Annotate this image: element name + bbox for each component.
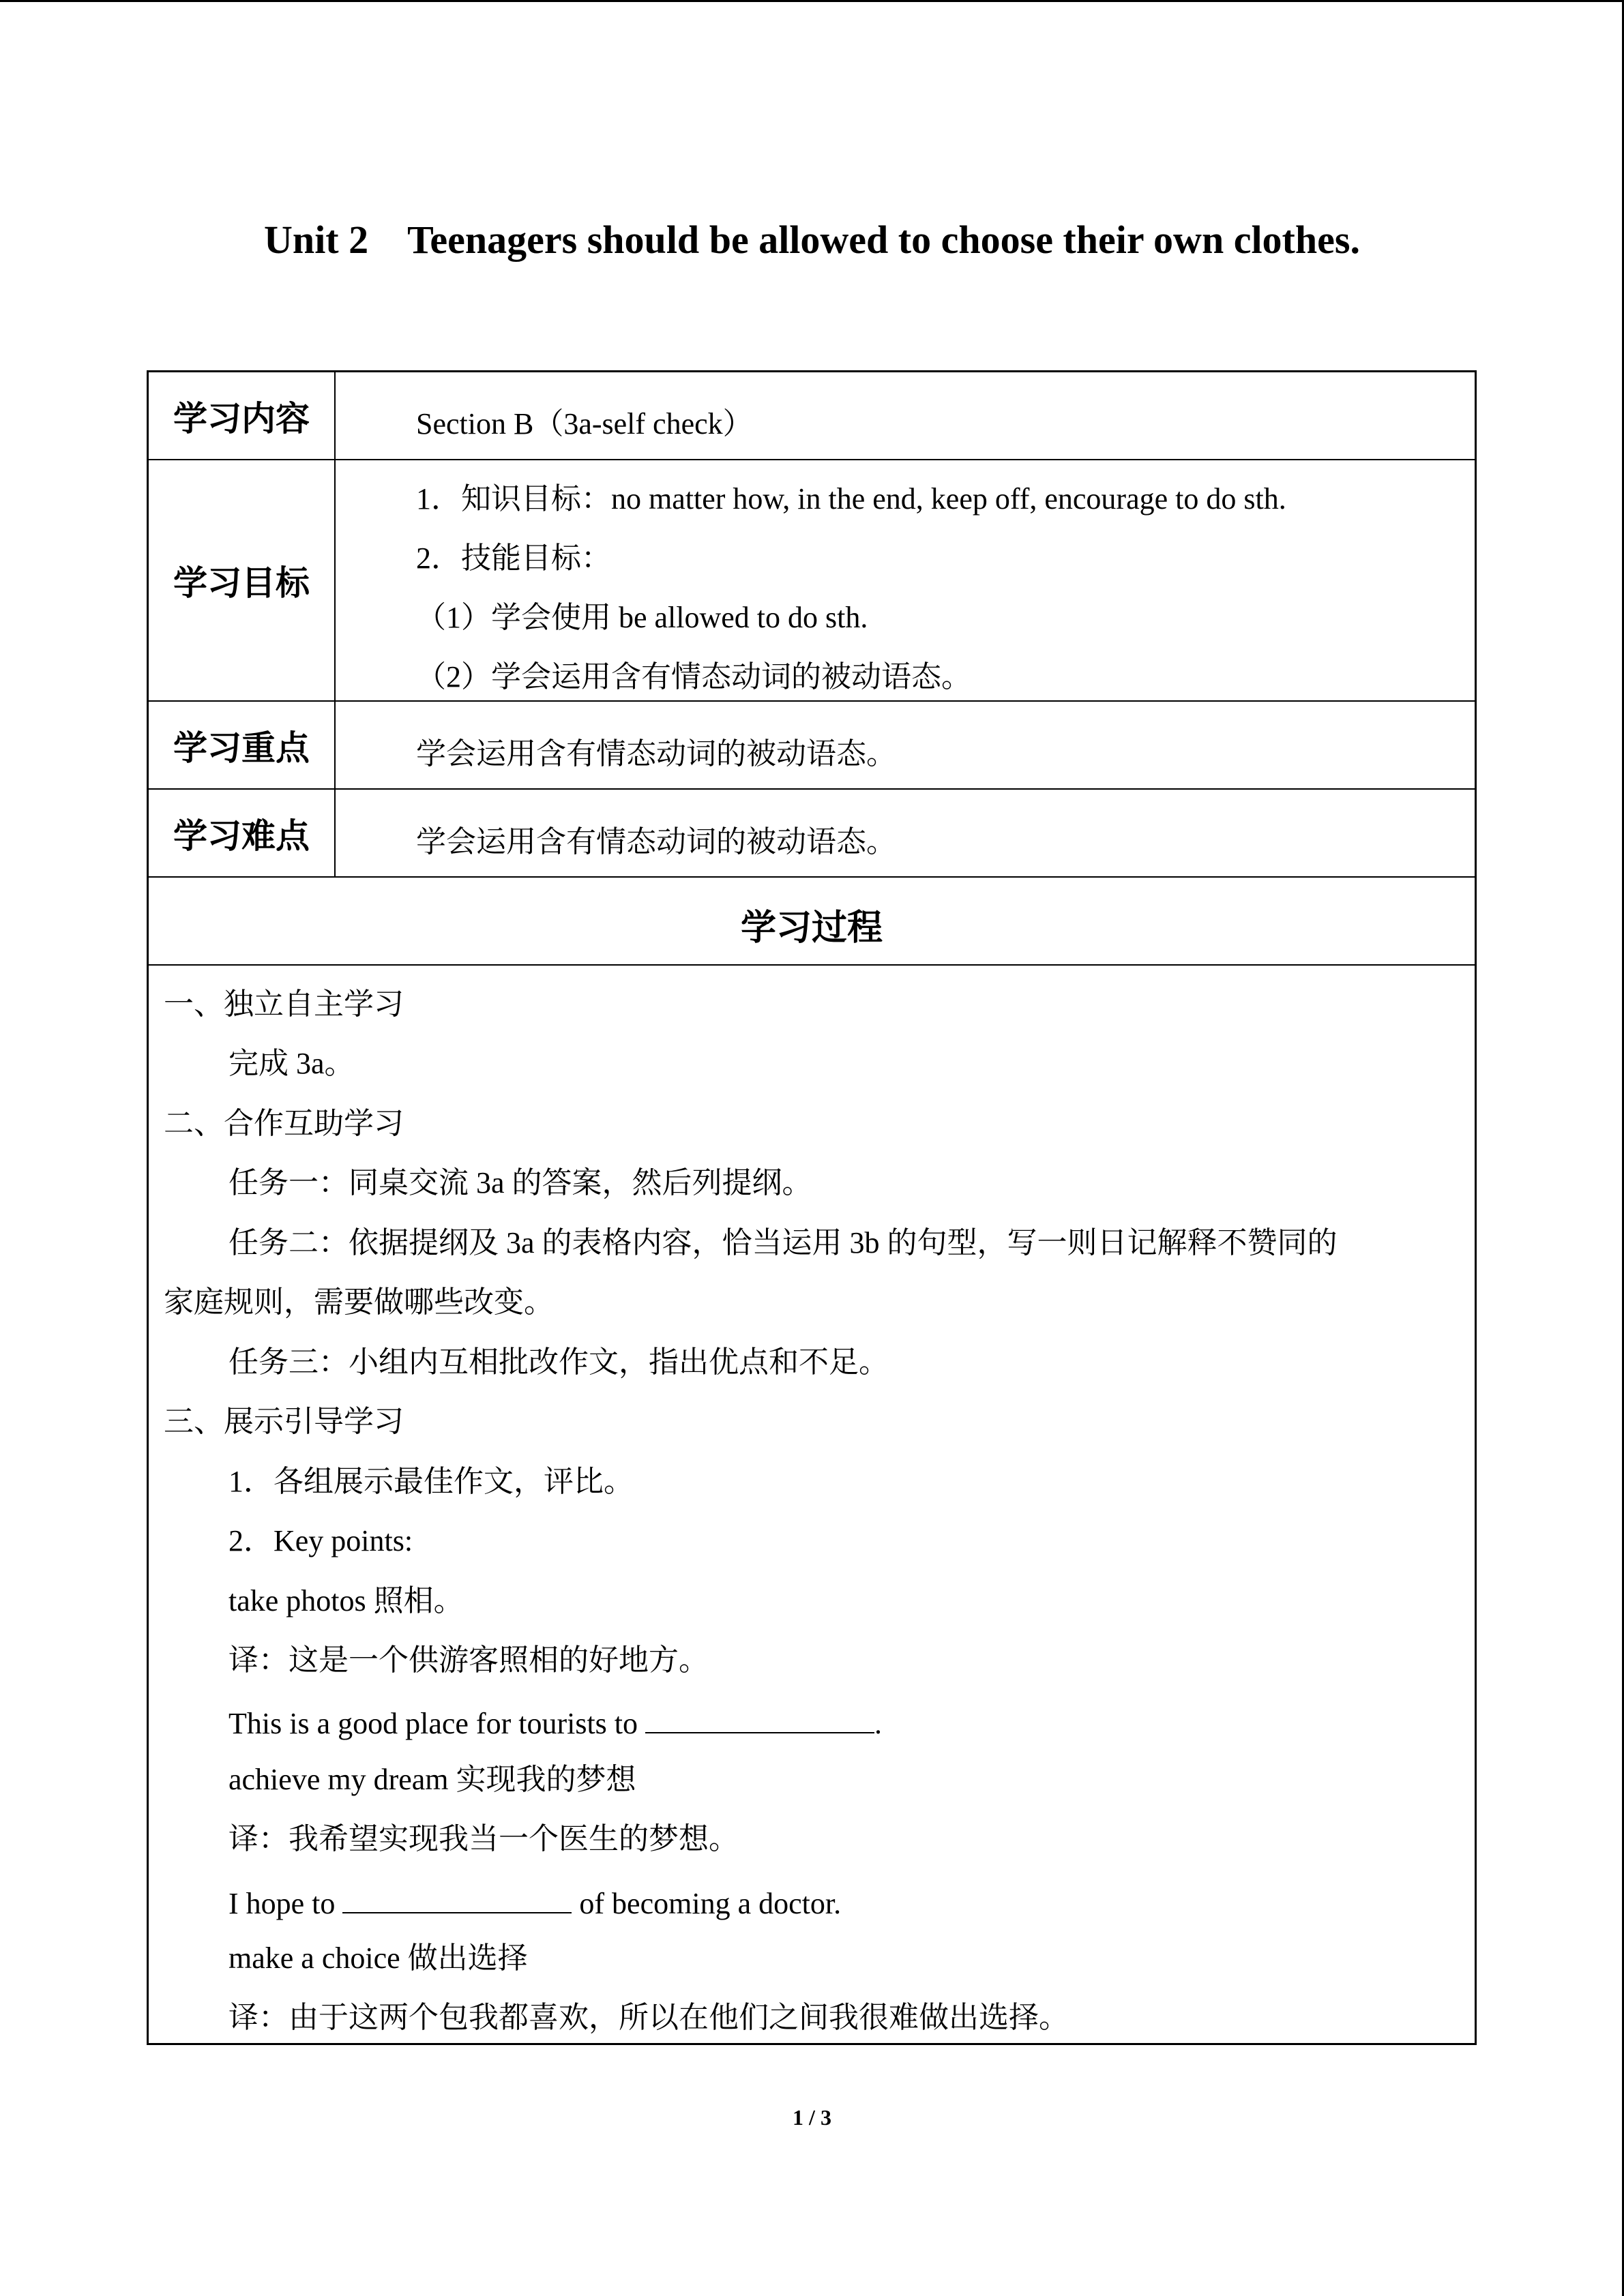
answer-blank[interactable] <box>645 1703 874 1733</box>
process-line: 家庭规则，需要做哪些改变。 <box>164 1285 554 1319</box>
key-points-text: 学会运用含有情态动词的被动语态。 <box>416 737 896 771</box>
process-line: 一、独立自主学习 <box>164 987 404 1021</box>
process-line: 任务三：小组内互相批改作文，指出优点和不足。 <box>228 1345 889 1379</box>
table-rule <box>149 788 1475 790</box>
process-line: 译：由于这两个包我都喜欢，所以在他们之间我很难做出选择。 <box>228 2001 1069 2034</box>
process-line: achieve my dream 实现我的梦想 <box>228 1763 636 1796</box>
sentence-end: . <box>874 1707 883 1740</box>
content-label: 学习内容 <box>173 398 310 438</box>
objective-line: 1．知识目标：no matter how, in the end, keep off, encourage to do sth. <box>416 482 1286 516</box>
study-plan-table <box>147 370 1477 2045</box>
process-line: 二、合作互助学习 <box>164 1107 404 1140</box>
table-rule <box>149 700 1475 702</box>
process-line: 2．Key points: <box>228 1524 413 1557</box>
process-line: 1．各组展示最佳作文，评比。 <box>228 1465 634 1498</box>
fill-in-sentence <box>228 1703 882 1743</box>
answer-blank[interactable] <box>342 1883 572 1913</box>
page-number: 1 / 3 <box>793 2105 831 2130</box>
process-line: take photos 照相。 <box>228 1584 464 1617</box>
process-heading: 学习过程 <box>740 908 883 949</box>
process-line: 任务一：同桌交流 3a 的答案，然后列提纲。 <box>228 1166 812 1199</box>
objective-line: （2）学会运用含有情态动词的被动语态。 <box>416 660 971 694</box>
objectives-label: 学习目标 <box>173 563 310 603</box>
sentence-end: of becoming a doctor. <box>572 1887 842 1920</box>
objective-line: 2．技能目标： <box>416 541 611 575</box>
difficulties-label: 学习难点 <box>173 816 310 856</box>
label-column-divider <box>334 372 336 878</box>
process-line: 三、展示引导学习 <box>164 1405 404 1438</box>
table-rule <box>149 459 1475 460</box>
sentence-start: I hope to <box>228 1887 336 1920</box>
objective-line: （1）学会使用 be allowed to do sth. <box>416 601 868 634</box>
page-border-top <box>0 0 1624 2</box>
key-points-label: 学习重点 <box>173 728 310 768</box>
table-rule <box>149 876 1475 878</box>
process-line: 译：我希望实现我当一个医生的梦想。 <box>228 1822 739 1855</box>
table-rule <box>149 964 1475 966</box>
sentence-start: This is a good place for tourists to <box>228 1707 638 1740</box>
difficulties-text: 学会运用含有情态动词的被动语态。 <box>416 825 896 859</box>
content-text: Section B（3a-self check） <box>416 407 753 441</box>
process-line: 任务二：依据提纲及 3a 的表格内容，恰当运用 3b 的句型，写一则日记解释不赞同的 <box>228 1226 1338 1259</box>
fill-in-sentence <box>228 1883 841 1923</box>
process-line: 完成 3a。 <box>228 1047 355 1080</box>
document-title: Unit 2 Teenagers should be allowed to choose their own clothes. <box>264 218 1360 262</box>
process-line: make a choice 做出选择 <box>228 1941 528 1975</box>
process-line: 译：这是一个供游客照相的好地方。 <box>228 1643 709 1677</box>
